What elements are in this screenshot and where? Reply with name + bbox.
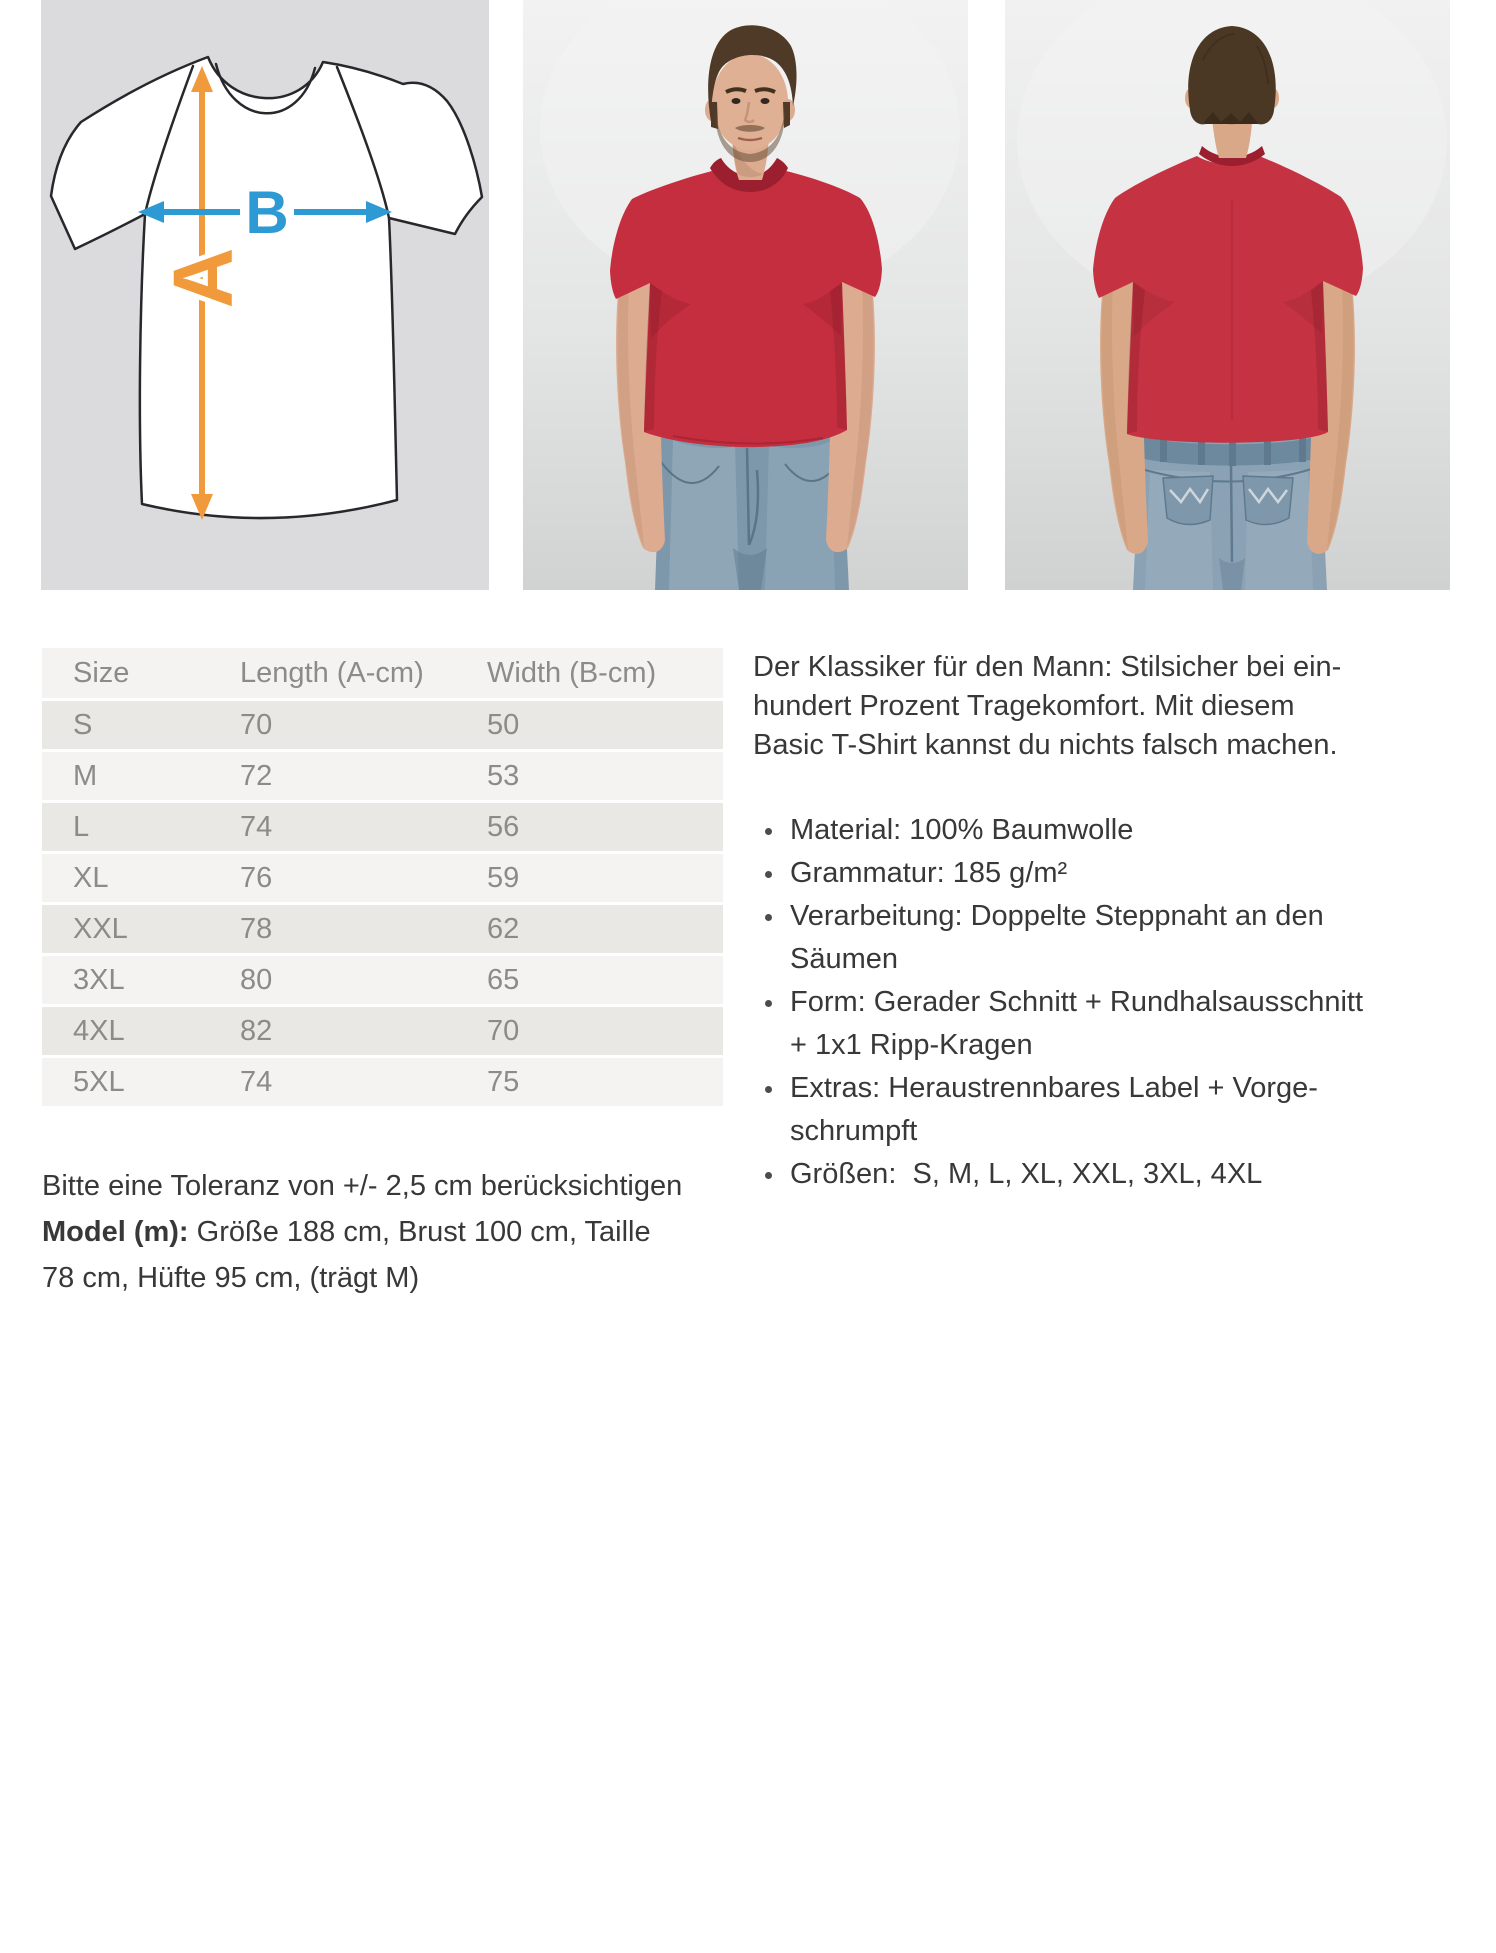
- model-label: Model (m):: [42, 1216, 189, 1248]
- size-cell: 4XL: [73, 1015, 125, 1047]
- table-row: [42, 956, 723, 1004]
- tolerance-line: Bitte eine Toleranz von +/- 2,5 cm berücksichtigen: [42, 1170, 683, 1202]
- label-b: B: [245, 179, 289, 246]
- table-row: [42, 905, 723, 953]
- model-info-line1: [42, 1209, 702, 1255]
- paragraph-line: hundert Prozent Tragekomfort. Mit diesem: [753, 690, 1295, 722]
- tolerance-note: [42, 1163, 702, 1301]
- paragraph-line: Basic T-Shirt kannst du nichts falsch machen.: [753, 729, 1338, 761]
- table-row: [42, 1058, 723, 1106]
- size-cell: 5XL: [73, 1066, 125, 1098]
- label-a: A: [156, 247, 250, 309]
- jeans-front: [655, 428, 849, 590]
- length-cell: 80: [240, 964, 273, 996]
- product-description: [753, 648, 1453, 1196]
- model-front-illustration: [523, 0, 968, 590]
- back-pocket-left: [1163, 476, 1213, 525]
- spec-text: Grammatur: 185 g/m²: [790, 857, 1068, 889]
- size-cell: 3XL: [73, 964, 125, 996]
- width-cell: 56: [487, 811, 520, 843]
- length-cell: 82: [240, 1015, 273, 1047]
- model-info-text: Größe 188 cm, Brust 100 cm, Taille: [196, 1216, 651, 1248]
- length-cell: 78: [240, 913, 273, 945]
- size-cell: XL: [73, 862, 109, 894]
- table-row: [42, 854, 723, 902]
- model-back-photo[interactable]: [1005, 0, 1450, 590]
- table-row: [42, 701, 723, 749]
- size-table: [42, 648, 723, 1109]
- column-header-length: Length (A-cm): [240, 657, 424, 689]
- length-cell: 70: [240, 709, 273, 741]
- length-cell: 74: [240, 811, 273, 843]
- spec-item-verarbeitung: [753, 895, 1378, 981]
- spec-text: Größen: S, M, L, XL, XXL, 3XL, 4XL: [790, 1158, 1263, 1190]
- model-info-line2: 78 cm, Hüfte 95 cm, (trägt M): [42, 1262, 420, 1294]
- length-cell: 76: [240, 862, 273, 894]
- spec-item-extras: [753, 1067, 1378, 1153]
- width-cell: 75: [487, 1066, 520, 1098]
- spec-text: Form: Gerader Schnitt + Rundhalsausschnitt + 1x1 Ripp-Kragen: [790, 986, 1372, 1061]
- size-diagram-image[interactable]: [40, 0, 490, 590]
- width-cell: 53: [487, 760, 520, 792]
- size-cell: XXL: [73, 913, 128, 945]
- table-header-row: [42, 648, 723, 698]
- tshirt-measurement-diagram: [40, 0, 490, 590]
- size-cell: M: [73, 760, 98, 792]
- spec-text: Verarbeitung: Doppelte Steppnaht an den Säumen: [790, 900, 1332, 975]
- table-row: [42, 803, 723, 851]
- column-header-size: Size: [73, 657, 130, 689]
- length-cell: 74: [240, 1066, 273, 1098]
- back-pocket-right: [1243, 476, 1293, 525]
- width-cell: 59: [487, 862, 520, 894]
- spec-item-material: [753, 809, 1378, 852]
- jeans-back: [1133, 430, 1327, 590]
- table-row: [42, 752, 723, 800]
- spec-item-grammatur: [753, 852, 1378, 895]
- width-cell: 65: [487, 964, 520, 996]
- spec-item-form: [753, 981, 1378, 1067]
- size-cell: S: [73, 709, 93, 741]
- eyes: [732, 98, 741, 104]
- width-cell: 62: [487, 913, 520, 945]
- length-cell: 72: [240, 760, 273, 792]
- model-back-illustration: [1005, 0, 1450, 590]
- tshirt-back: [1093, 146, 1363, 443]
- paragraph-line: Der Klassiker für den Mann: Stilsicher bei ein-: [753, 651, 1342, 683]
- width-cell: 50: [487, 709, 520, 741]
- model-front-photo[interactable]: [523, 0, 968, 590]
- description-paragraph: [753, 648, 1453, 765]
- spec-item-groessen: [753, 1153, 1378, 1196]
- spec-text: Material: 100% Baumwolle: [790, 814, 1134, 846]
- size-cell: L: [73, 811, 90, 843]
- spec-list: [753, 809, 1378, 1196]
- table-row: [42, 1007, 723, 1055]
- tshirt-front: [610, 158, 882, 447]
- width-cell: 70: [487, 1015, 520, 1047]
- spec-text: Extras: Heraustrennbares Label + Vorge-schrumpft: [790, 1072, 1318, 1147]
- column-header-width: Width (B-cm): [487, 657, 657, 689]
